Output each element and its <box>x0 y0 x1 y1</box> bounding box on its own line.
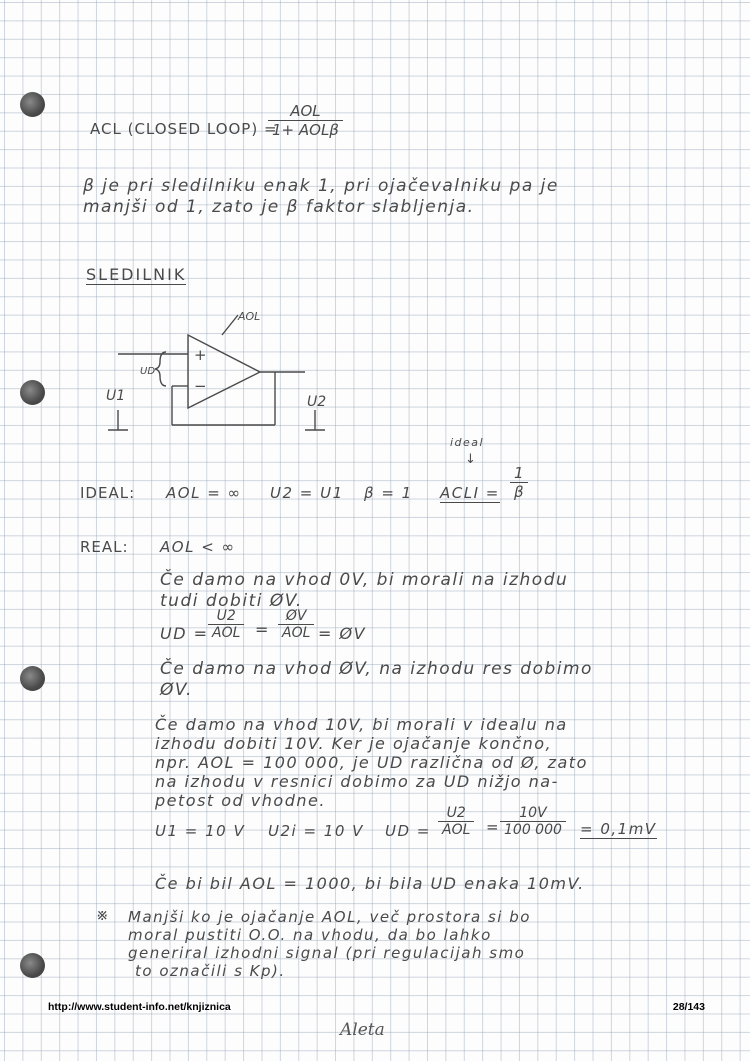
footer-url[interactable]: http://www.student-info.net/knjiznica <box>48 1001 231 1013</box>
para1-ud: UD = <box>160 624 209 643</box>
plus-sign: + <box>194 346 207 364</box>
para1-f1-den: AOL <box>208 624 244 641</box>
punch-hole-3 <box>20 666 45 691</box>
section-title: SLEDILNIK <box>86 265 187 284</box>
para1-fraction-1 <box>208 608 244 641</box>
punch-hole-2 <box>20 380 45 405</box>
formula-denominator: 1+ AOLβ <box>268 120 343 139</box>
ideal-u2: U2 = U1 <box>270 484 344 502</box>
ideal-arrow: ↓ <box>465 452 478 467</box>
calc-u1: U1 = 10 V <box>155 822 246 840</box>
calc-f2-num: 10V <box>519 805 547 821</box>
real-aol: AOL < ∞ <box>160 538 236 556</box>
para1-f2-num: ØV <box>285 608 307 624</box>
calc-f1-den: AOL <box>438 821 474 838</box>
acli-numerator: 1 <box>514 464 524 482</box>
para3-line4: na izhodu v resnici dobimo za UD nižjo na- <box>155 772 559 791</box>
formula-lhs: ACL (CLOSED LOOP) = <box>90 120 278 138</box>
note-marker-icon: ※ <box>96 906 109 924</box>
note-line4: to označili s Kp). <box>135 962 286 980</box>
punch-hole-1 <box>20 92 45 117</box>
note-line1: Manjši ko je ojačanje AOL, več prostora si bo <box>128 908 531 926</box>
calc-f2-den: 100 000 <box>500 821 566 838</box>
page-number: 28/143 <box>672 1001 705 1013</box>
real-label: REAL: <box>80 538 129 556</box>
ideal-label: IDEAL: <box>80 484 136 502</box>
ideal-annotation: ideal <box>450 436 485 449</box>
para1-line2: tudi dobiti ØV. <box>160 591 303 611</box>
acli-denominator: β <box>510 482 528 501</box>
para3-line5: petost od vhodne. <box>155 791 326 810</box>
para3-line3: npr. AOL = 100 000, je UD različna od Ø, zato <box>155 753 588 772</box>
ideal-acli-fraction <box>510 464 528 501</box>
para1-eq: = <box>255 620 270 639</box>
formula-fraction <box>268 102 343 139</box>
note-line3: generiral izhodni signal (pri regulacijah smo <box>128 944 526 962</box>
calc-result: = 0,1mV <box>580 820 657 838</box>
calc-ud: UD = <box>385 822 431 840</box>
para1-f2-den: AOL <box>278 624 314 641</box>
punch-hole-4 <box>20 953 45 978</box>
ideal-acli: ACLI = <box>440 484 500 502</box>
ideal-beta: β = 1 <box>364 484 413 502</box>
aleta-logo: Aleta <box>340 1020 385 1040</box>
calc-f1-num: U2 <box>446 805 466 821</box>
ideal-aol: AOL = ∞ <box>166 484 242 502</box>
calc-eq: = <box>486 818 501 836</box>
ud-label: UD <box>140 366 156 377</box>
para1-line1: Če damo na vhod 0V, bi morali na izhodu <box>160 570 569 590</box>
calc-fraction-2 <box>500 805 566 838</box>
u2-label: U2 <box>307 394 327 410</box>
aol-label: AOL <box>238 310 261 323</box>
beta-note-line2: manjši od 1, zato je β faktor slabljenja. <box>83 197 475 217</box>
u1-label: U1 <box>106 388 126 404</box>
para2-line2: ØV. <box>160 680 193 700</box>
calc-u2i: U2i = 10 V <box>268 822 364 840</box>
para1-f1-num: U2 <box>216 608 236 624</box>
para3-line2: izhodu dobiti 10V. Ker je ojačanje končno, <box>155 734 553 753</box>
para4: Če bi bil AOL = 1000, bi bila UD enaka 10mV. <box>155 874 585 893</box>
formula-numerator: AOL <box>290 102 321 120</box>
follower-circuit <box>100 300 360 450</box>
calc-fraction-1 <box>438 805 474 838</box>
note-line2: moral pustiti O.O. na vhodu, da bo lahko <box>128 926 492 944</box>
aol-pointer <box>222 315 238 335</box>
para3-line1: Če damo na vhod 10V, bi morali v idealu na <box>155 715 568 734</box>
ud-brace <box>155 352 166 386</box>
para2-line1: Če damo na vhod ØV, na izhodu res dobimo <box>160 659 593 679</box>
para1-result: = ØV <box>318 624 367 643</box>
beta-note-line1: β je pri sledilniku enak 1, pri ojačevalniku pa je <box>83 176 559 196</box>
para1-fraction-2 <box>278 608 314 641</box>
minus-sign: − <box>194 377 207 395</box>
